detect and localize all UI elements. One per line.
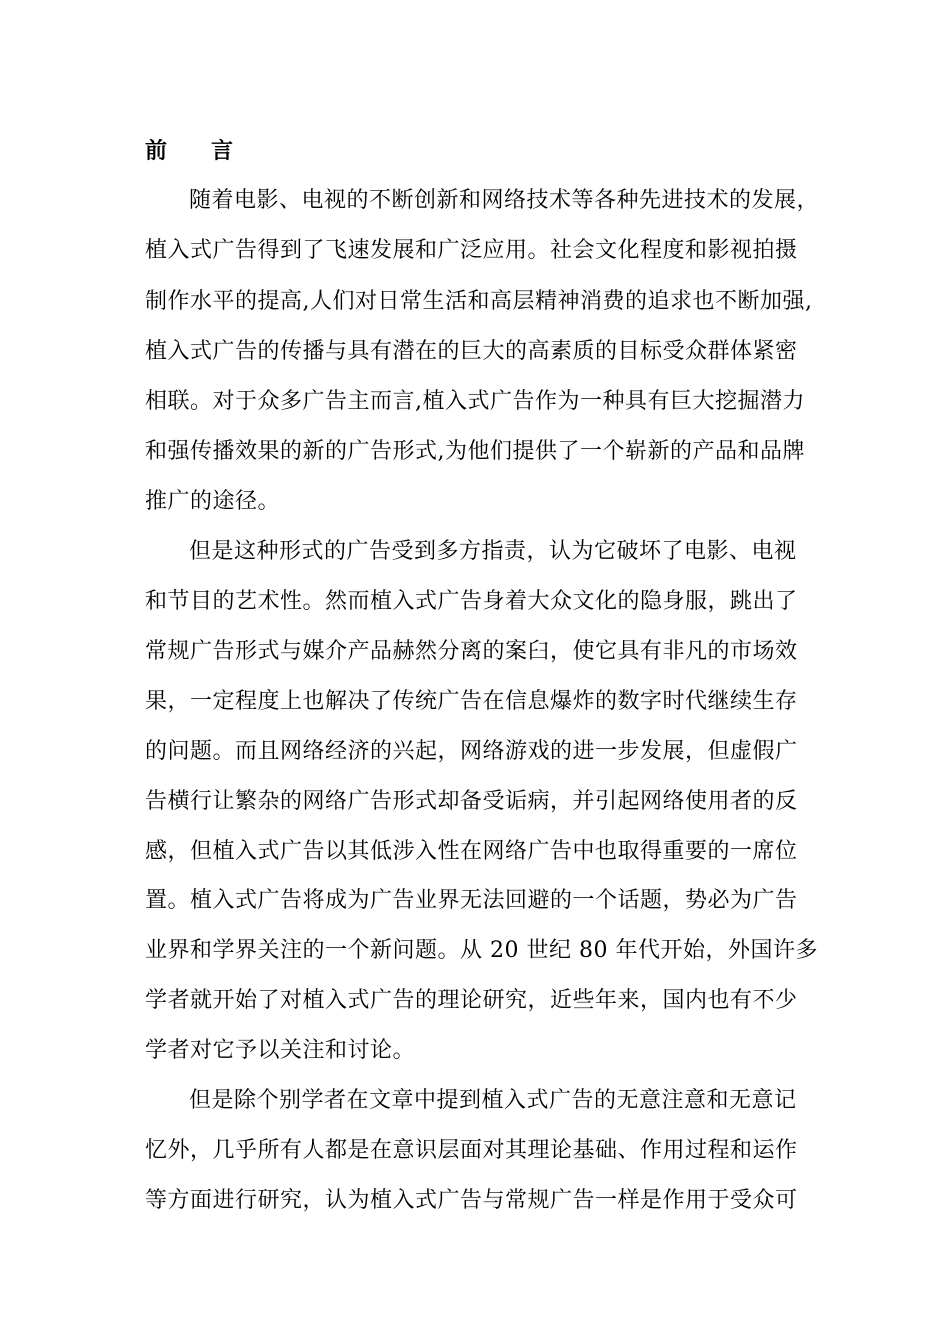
text-line: 植入式广告的传播与具有潜在的巨大的高素质的目标受众群体紧密 bbox=[145, 339, 798, 364]
text-line: 感，但植入式广告以其低涉入性在网络广告中也取得重要的一席位 bbox=[145, 839, 798, 864]
text-line: 相联。对于众多广告主而言,植入式广告作为一种具有巨大挖掘潜力 bbox=[145, 389, 805, 414]
text-line: 的问题。而且网络经济的兴起，网络游戏的进一步发展，但虚假广 bbox=[145, 739, 798, 764]
text-line: 植入式广告得到了飞速发展和广泛应用。社会文化程度和影视拍摄 bbox=[145, 238, 798, 263]
text-line: 果，一定程度上也解决了传统广告在信息爆炸的数字时代继续生存 bbox=[145, 689, 798, 714]
text-line: 但是除个别学者在文章中提到植入式广告的无意注意和无意记 bbox=[189, 1088, 797, 1113]
text-line: 告横行让繁杂的网络广告形式却备受诟病，并引起网络使用者的反 bbox=[145, 789, 798, 814]
text-line: 制作水平的提高,人们对日常生活和高层精神消费的追求也不断加强, bbox=[145, 289, 813, 314]
text-line: 置。植入式广告将成为广告业界无法回避的一个话题，势必为广告 bbox=[145, 888, 798, 913]
text-line: 学者对它予以关注和讨论。 bbox=[145, 1038, 416, 1063]
text-line: 推广的途径。 bbox=[145, 489, 281, 514]
preface-heading: 前 言 bbox=[145, 138, 234, 164]
text-line: 但是这种形式的广告受到多方指责，认为它破坏了电影、电视 bbox=[189, 539, 797, 564]
text-line: 忆外，几乎所有人都是在意识层面对其理论基础、作用过程和运作 bbox=[145, 1138, 798, 1163]
text-line: 等方面进行研究，认为植入式广告与常规广告一样是作用于受众可 bbox=[145, 1188, 798, 1213]
text-line: 随着电影、电视的不断创新和网络技术等各种先进技术的发展， bbox=[189, 188, 820, 213]
text-line: 常规广告形式与媒介产品赫然分离的案臼，使它具有非凡的市场效 bbox=[145, 639, 798, 664]
text-line: 学者就开始了对植入式广告的理论研究，近些年来，国内也有不少 bbox=[145, 988, 798, 1013]
text-line: 业界和学界关注的一个新问题。从 20 世纪 80 年代开始，外国许多 bbox=[145, 938, 818, 963]
text-line: 和节目的艺术性。然而植入式广告身着大众文化的隐身服，跳出了 bbox=[145, 589, 798, 614]
text-line: 和强传播效果的新的广告形式,为他们提供了一个崭新的产品和品牌 bbox=[145, 439, 805, 464]
